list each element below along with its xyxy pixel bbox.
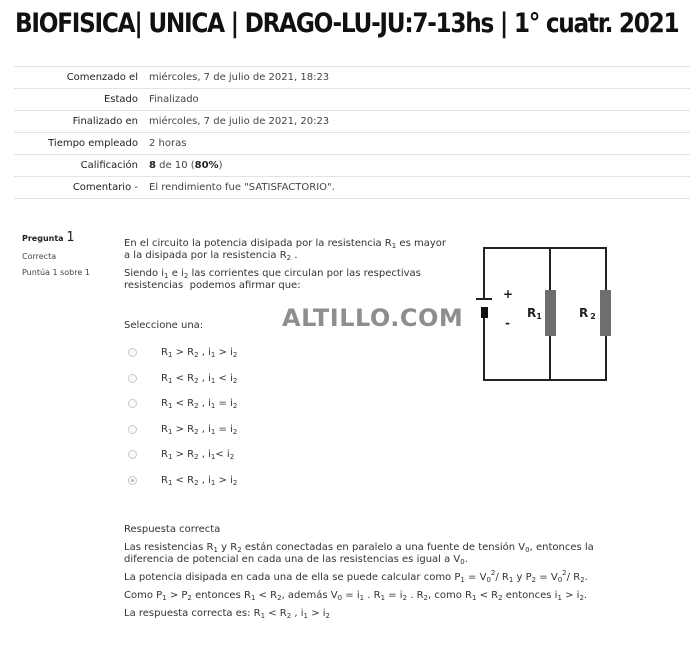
question-number: Pregunta 1 [22,230,75,245]
feedback-paragraph: La respuesta correcta es: $R_1 < R_2$ , $i_1 > i_2$ [124,608,330,620]
radio-button[interactable] [128,348,137,357]
grade-rest: de 10 ( [155,160,195,171]
r1-label: R1 [527,306,542,321]
question-paragraph: En el circuito la potencia disipada por la resistencia $R_1$ es mayor a la disipada por la resistencia $R_2$ . [124,238,446,262]
answer-option-1[interactable] [128,340,237,366]
summary-value: miércoles, 7 de julio de 2021, 20:23 [149,111,690,133]
grade-value: 8 [149,160,156,171]
question-text [124,238,454,298]
summary-label: Calificación [14,155,149,177]
summary-value: Finalizado [149,89,690,111]
battery-negative-plate [481,307,488,318]
summary-row-comment [14,177,690,199]
summary-label: Comentario - [14,177,149,199]
right-answer-heading: Respuesta correcta [124,524,221,535]
answer-options [128,340,237,493]
answer-option-6[interactable] [128,468,237,494]
answer-option-4[interactable] [128,417,237,443]
question-score: Puntúa 1 sobre 1 [22,268,90,277]
question-info [22,230,117,284]
r2-label: R 2 [579,306,596,321]
radio-button[interactable] [128,450,137,459]
battery-plus-label: + [503,287,514,301]
summary-label: Finalizado en [14,111,149,133]
page-title: BIOFISICA| UNICA | DRAGO-LU-JU:7-13hs | 1° cuatr. 2021 [15,8,679,39]
option-label: $R_1 < R_2$ , $i_1 > i_2$ [161,474,238,487]
summary-row-finished [14,111,690,133]
feedback-paragraph: Como $P_1 > P_2$ entonces $R_1 < R_2$, además $V_0 = i_1$ . $R_1 = i_2$ . $R_2$, como $R_1 < R_2$ entonces $i_1 > i_2$. [124,590,588,602]
answer-option-2[interactable] [128,366,237,392]
option-label: $R_1 < R_2$ , $i_1 < i_2$ [161,372,238,385]
option-label: $R_1 > R_2$ , $i_1< i_2$ [161,449,235,462]
summary-value: 2 horas [149,133,690,155]
radio-button-selected[interactable] [128,476,137,485]
option-label: $R_1 < R_2$ , $i_1 = i_2$ [161,398,238,411]
watermark: ALTILLO.COM [282,304,464,332]
summary-value: miércoles, 7 de julio de 2021, 18:23 [149,67,690,89]
summary-label: Comenzado el [14,67,149,89]
answer-prompt: Seleccione una: [124,320,204,331]
summary-label: Estado [14,89,149,111]
answer-option-3[interactable] [128,391,237,417]
summary-row-time [14,133,690,155]
radio-button[interactable] [128,374,137,383]
summary-row-grade [14,155,690,177]
attempt-summary-table [14,66,690,199]
feedback-paragraph: Las resistencias $R_1$ y $R_2$ están conectadas en paralelo a una fuente de tensión $V_0$, entonces la diferencia de potencial en cada una de las resistencias es igual a $V_0$. [124,542,594,566]
question-state: Correcta [22,252,57,261]
question-paragraph: Siendo $i_1$ e $i_2$ las corrientes que circulan por las respectivas resistencias podemos afirmar que: [124,268,421,291]
resistor-r2 [600,290,611,336]
feedback-paragraph: La potencia disipada en cada una de ella se puede calcular como $P_1 = V_0^2/$ $R_1$ y $P_2 = V_0^2/$ $R_2$. [124,569,588,584]
grade-percent: 80% [194,160,219,171]
radio-button[interactable] [128,425,137,434]
battery-minus-label: - [505,316,510,330]
option-label: $R_1 > R_2$ , $i_1 > i_2$ [161,347,238,360]
grade-close: ) [218,160,223,171]
answer-option-5[interactable] [128,442,237,468]
circuit-diagram [470,238,620,388]
summary-value: El rendimiento fue "SATISFACTORIO". [149,177,690,199]
question-feedback [124,524,644,626]
summary-row-started [14,67,690,89]
resistor-r1 [545,290,556,336]
summary-label: Tiempo empleado [14,133,149,155]
radio-button[interactable] [128,399,137,408]
summary-value [149,155,690,177]
option-label: $R_1 > R_2$ , $i_1 = i_2$ [161,423,238,436]
summary-row-state [14,89,690,111]
